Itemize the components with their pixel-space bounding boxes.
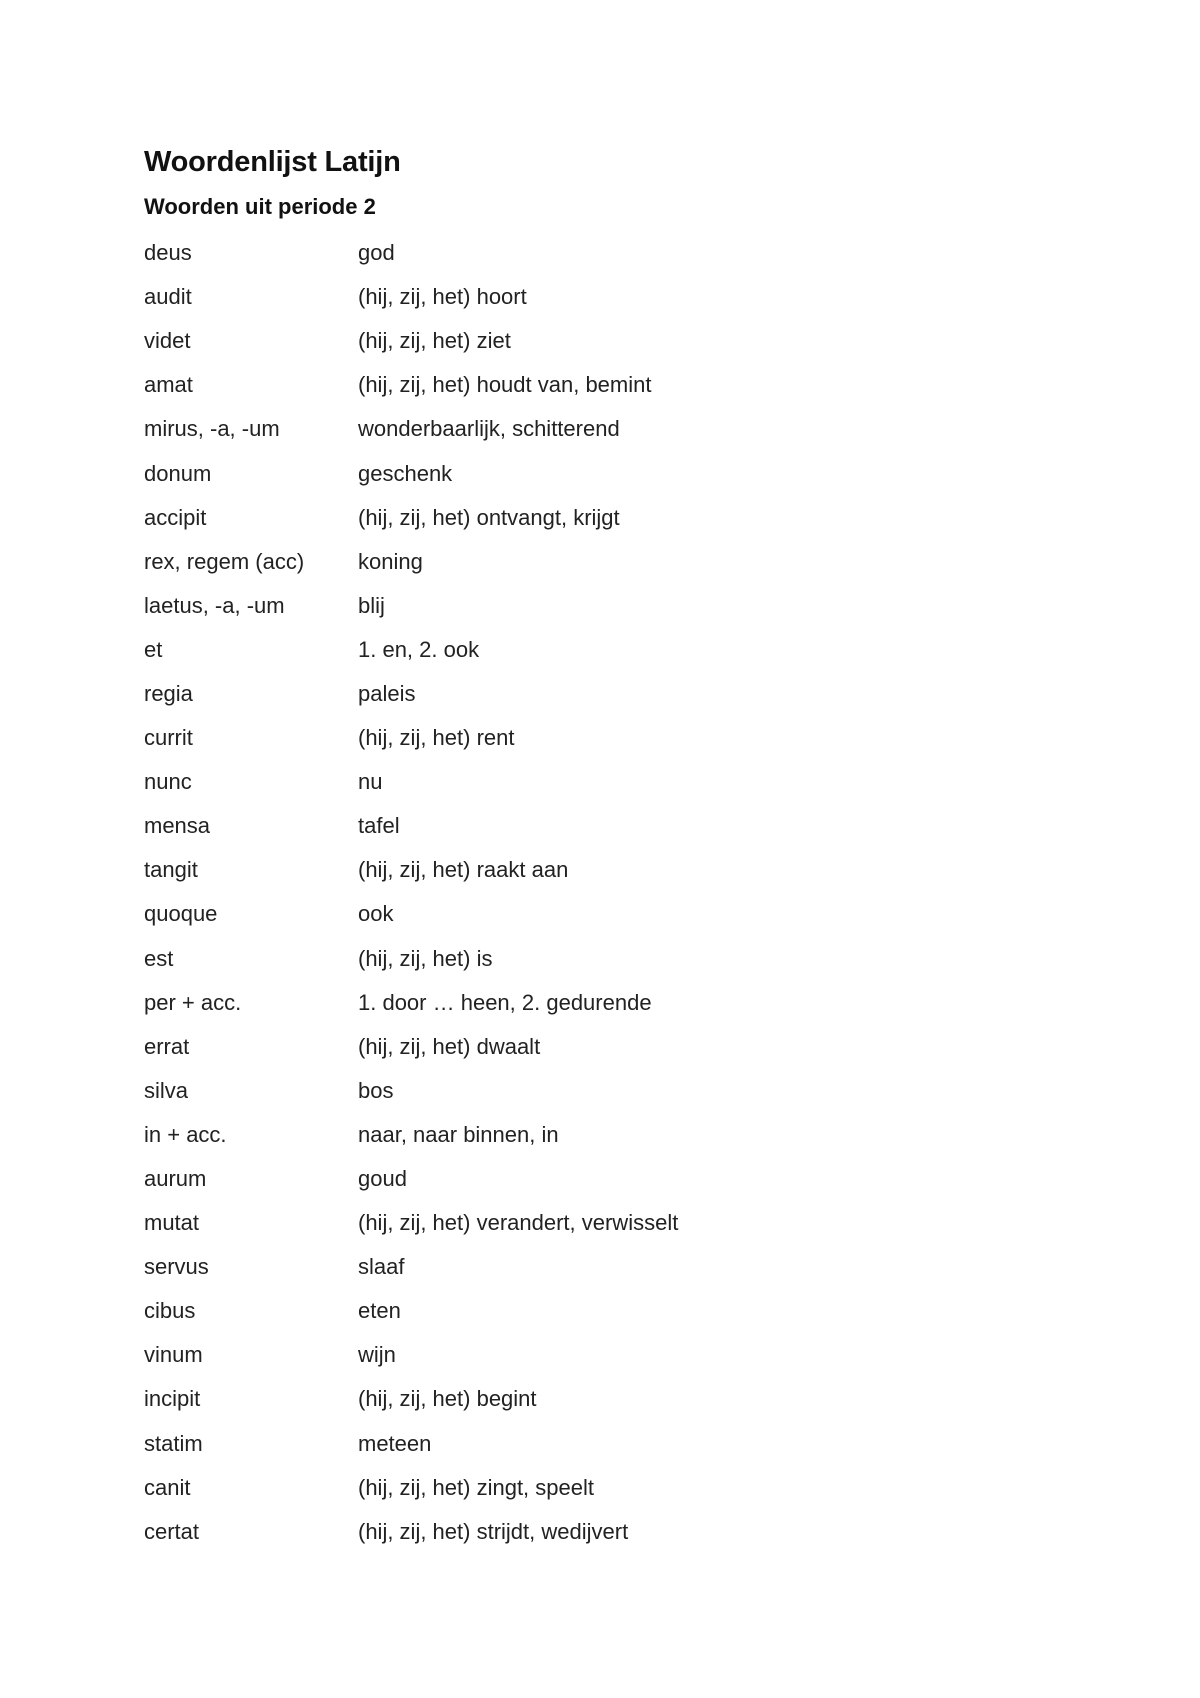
dutch-translation: (hij, zij, het) verandert, verwisselt [358,1210,679,1236]
latin-word: regia [144,680,193,706]
vocabulary-row [144,672,1044,716]
vocabulary-row [144,1466,1044,1510]
vocabulary-row [144,540,1044,584]
latin-word: deus [144,240,192,266]
latin-word: est [144,945,174,971]
vocabulary-row [144,760,1044,804]
dutch-translation: wonderbaarlijk, schitterend [358,416,620,442]
vocabulary-row [144,363,1044,407]
vocabulary-row [144,1201,1044,1245]
dutch-translation: (hij, zij, het) begint [358,1386,537,1412]
latin-word: rex, regem (acc) [144,548,305,574]
dutch-translation: 1. en, 2. ook [358,636,480,662]
dutch-translation: eten [358,1298,401,1324]
dutch-translation: koning [358,548,423,574]
dutch-translation: nu [358,769,383,795]
latin-word: in + acc. [144,1121,227,1147]
vocabulary-row [144,584,1044,628]
section-title: Woorden uit periode 2 [144,194,376,219]
dutch-translation: ook [358,901,394,927]
latin-word: mensa [144,813,211,839]
latin-word: silva [144,1077,189,1103]
latin-word: certat [144,1518,200,1544]
dutch-translation: bos [358,1077,394,1103]
dutch-translation: meteen [358,1430,432,1456]
vocabulary-row [144,1377,1044,1421]
dutch-translation: (hij, zij, het) ontvangt, krijgt [358,504,620,530]
vocabulary-row [144,1245,1044,1289]
vocabulary-list [144,231,1044,1554]
document-body [144,140,1044,1554]
vocabulary-row [144,231,1044,275]
vocabulary-row [144,1069,1044,1113]
vocabulary-row [144,892,1044,936]
dutch-translation: goud [358,1166,407,1192]
dutch-translation: (hij, zij, het) houdt van, bemint [358,372,652,398]
vocabulary-row [144,1333,1044,1377]
latin-word: errat [144,1033,190,1059]
dutch-translation: tafel [358,813,400,839]
latin-word: per + acc. [144,989,242,1015]
vocabulary-row [144,275,1044,319]
dutch-translation: (hij, zij, het) dwaalt [358,1033,541,1059]
dutch-translation: paleis [358,680,416,706]
latin-word: aurum [144,1166,207,1192]
vocabulary-row [144,496,1044,540]
latin-word: servus [144,1254,209,1280]
latin-word: donum [144,460,212,486]
vocabulary-row [144,451,1044,495]
vocabulary-row [144,804,1044,848]
latin-word: laetus, -a, -um [144,592,285,618]
latin-word: et [144,636,163,662]
vocabulary-row [144,1025,1044,1069]
page-title: Woordenlijst Latijn [144,146,401,178]
dutch-translation: blij [358,592,385,618]
vocabulary-row [144,407,1044,451]
dutch-translation: geschenk [358,460,453,486]
latin-word: accipit [144,504,207,530]
latin-word: nunc [144,769,192,795]
dutch-translation: (hij, zij, het) hoort [358,284,527,310]
latin-word: mirus, -a, -um [144,416,280,442]
vocabulary-row [144,628,1044,672]
vocabulary-row [144,1113,1044,1157]
latin-word: tangit [144,857,198,883]
dutch-translation: wijn [358,1342,396,1368]
dutch-translation: (hij, zij, het) rent [358,725,515,751]
latin-word: cibus [144,1298,196,1324]
latin-word: statim [144,1430,203,1456]
dutch-translation: 1. door … heen, 2. gedurende [358,989,652,1015]
latin-word: canit [144,1474,191,1500]
latin-word: amat [144,372,193,398]
vocabulary-row [144,1157,1044,1201]
dutch-translation: (hij, zij, het) strijdt, wedijvert [358,1518,629,1544]
latin-word: audit [144,284,192,310]
vocabulary-row [144,981,1044,1025]
dutch-translation: (hij, zij, het) ziet [358,328,511,354]
latin-word: mutat [144,1210,200,1236]
vocabulary-row [144,319,1044,363]
vocabulary-row [144,716,1044,760]
vocabulary-row [144,848,1044,892]
latin-word: currit [144,725,193,751]
dutch-translation: naar, naar binnen, in [358,1121,559,1147]
dutch-translation: slaaf [358,1254,405,1280]
dutch-translation: god [358,240,395,266]
vocabulary-row [144,1422,1044,1466]
vocabulary-row [144,937,1044,981]
vocabulary-row [144,1510,1044,1554]
dutch-translation: (hij, zij, het) zingt, speelt [358,1474,594,1500]
latin-word: videt [144,328,191,354]
latin-word: incipit [144,1386,201,1412]
dutch-translation: (hij, zij, het) raakt aan [358,857,569,883]
latin-word: vinum [144,1342,203,1368]
vocabulary-row [144,1289,1044,1333]
latin-word: quoque [144,901,218,927]
dutch-translation: (hij, zij, het) is [358,945,493,971]
